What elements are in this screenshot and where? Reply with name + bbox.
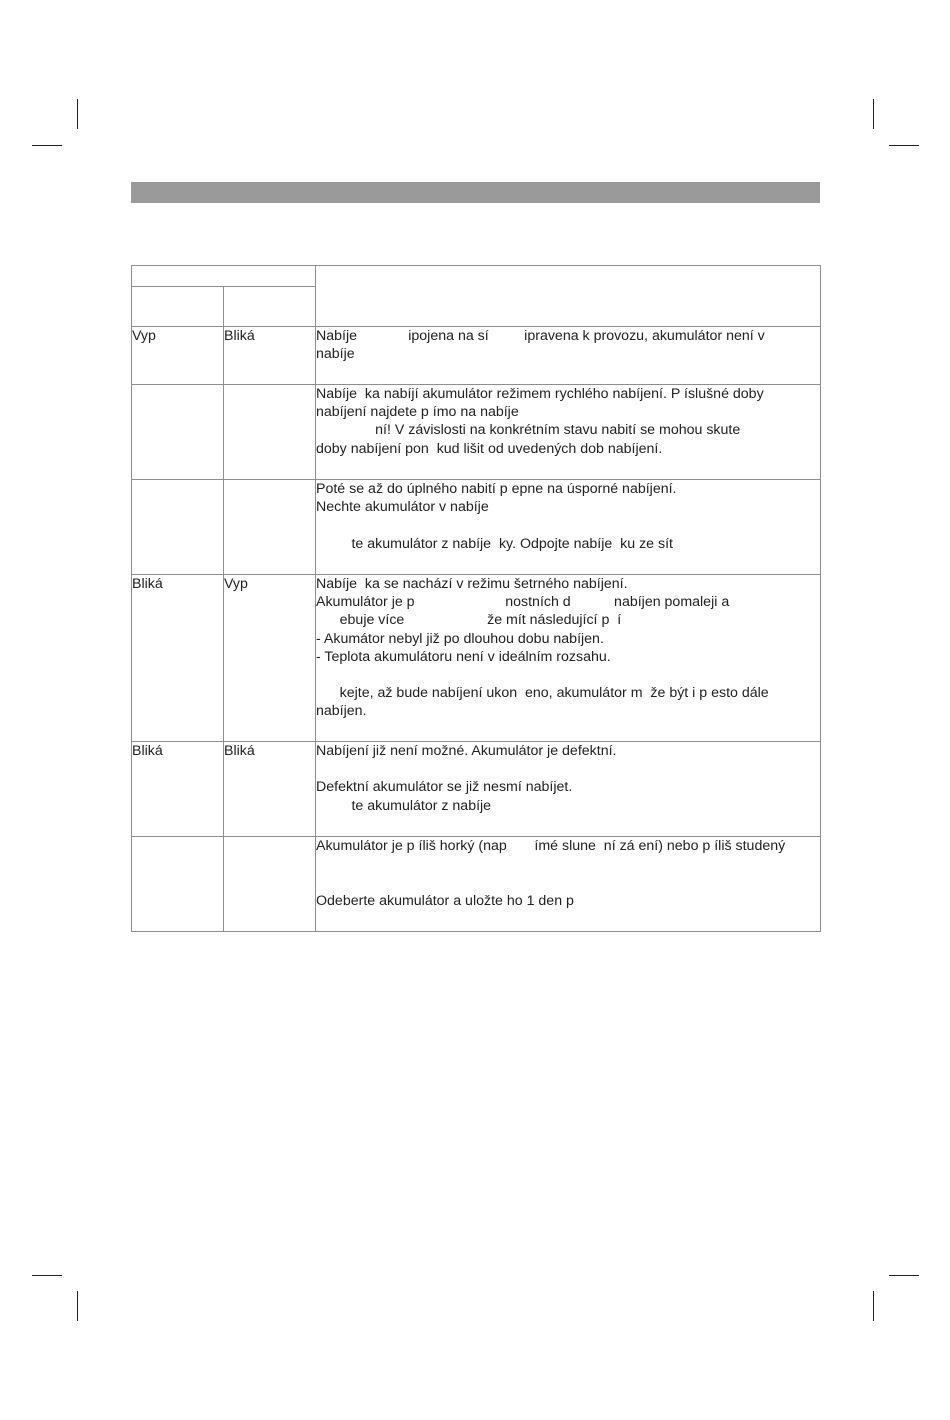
led2-state-cell: Bliká (224, 327, 316, 385)
led2-state-cell (224, 480, 316, 575)
led-status-table (131, 265, 821, 932)
led2-state-cell: Vyp (224, 575, 316, 742)
description-line: - Teplota akumulátoru není v ideálním rozsahu. (316, 648, 611, 665)
table-row (132, 327, 821, 385)
description-line (316, 666, 820, 684)
led2-state-cell: Bliká (224, 742, 316, 837)
description-line: ní! V závislosti na konkrétním stavu nabití se mohou skute (316, 422, 741, 439)
crop-mark-top-left-vertical (77, 99, 78, 129)
description-line: kejte, až bude nabíjení ukon eno, akumulátor m že být i p esto dále (316, 685, 769, 702)
header-description-cell (316, 266, 821, 327)
led1-state-cell (132, 480, 224, 575)
description-line: ebuje více že mít následující p í (316, 612, 622, 629)
description-cell (316, 480, 821, 575)
description-line (316, 855, 820, 873)
crop-mark-bottom-left-horizontal (32, 1275, 62, 1276)
description-line: Nabíje ipojena na sí ipravena k provozu, akumulátor není v (316, 328, 765, 344)
table-header-row (132, 266, 821, 287)
description-cell (316, 837, 821, 932)
crop-mark-top-right-horizontal (889, 145, 919, 146)
led1-state-cell: Bliká (132, 575, 224, 742)
description-line: Akumulátor je p nostních d nabíjen pomaleji a (316, 594, 730, 611)
description-line: Akumulátor je p íliš horký (nap ímé slune ní zá ení) nebo p íliš studený (316, 838, 786, 854)
description-cell (316, 385, 821, 480)
table-row (132, 385, 821, 480)
description-cell (316, 575, 821, 742)
crop-mark-bottom-left-vertical (77, 1291, 78, 1321)
led2-state-cell (224, 837, 316, 932)
description-line: Odeberte akumulátor a uložte ho 1 den p (316, 892, 574, 909)
description-line: nabíje (316, 346, 355, 363)
table-row (132, 742, 821, 837)
section-header-bar (131, 182, 820, 203)
crop-mark-top-left-horizontal (32, 145, 62, 146)
description-line: te akumulátor z nabíje ky. Odpojte nabíje ku ze sít (316, 535, 673, 552)
description-line: nabíjen. (316, 703, 367, 720)
header-led-group-cell (132, 266, 316, 287)
description-cell (316, 327, 821, 385)
description-line (316, 873, 820, 891)
led1-state-cell (132, 837, 224, 932)
led1-state-cell (132, 385, 224, 480)
description-line: Defektní akumulátor se již nesmí nabíjet. (316, 779, 573, 796)
crop-mark-bottom-right-vertical (873, 1291, 874, 1321)
crop-mark-top-right-vertical (873, 99, 874, 129)
table-row (132, 575, 821, 742)
led2-state-cell (224, 385, 316, 480)
description-line: nabíjení najdete p ímo na nabíje (316, 404, 519, 421)
table-row (132, 837, 821, 932)
led1-state-cell: Bliká (132, 742, 224, 837)
header-led2-cell (224, 287, 316, 327)
description-line: te akumulátor z nabíje (316, 797, 492, 814)
description-line: Nechte akumulátor v nabíje (316, 499, 489, 516)
description-line: Nabíje ka se nachází v režimu šetrného nabíjení. (316, 576, 628, 592)
table-row (132, 480, 821, 575)
crop-mark-bottom-right-horizontal (889, 1275, 919, 1276)
description-line: - Akumátor nebyl již po dlouhou dobu nabíjen. (316, 630, 604, 647)
description-cell (316, 742, 821, 837)
description-line: Poté se až do úplného nabití p epne na úsporné nabíjení. (316, 481, 677, 497)
header-led1-cell (132, 287, 224, 327)
description-line (316, 516, 820, 534)
description-line: Nabíje ka nabíjí akumulátor režimem rychlého nabíjení. P íslušné doby (316, 386, 764, 402)
led1-state-cell: Vyp (132, 327, 224, 385)
description-line: Nabíjení již není možné. Akumulátor je defektní. (316, 743, 617, 759)
description-line (316, 760, 820, 778)
description-line: doby nabíjení pon kud lišit od uvedených dob nabíjení. (316, 440, 663, 457)
